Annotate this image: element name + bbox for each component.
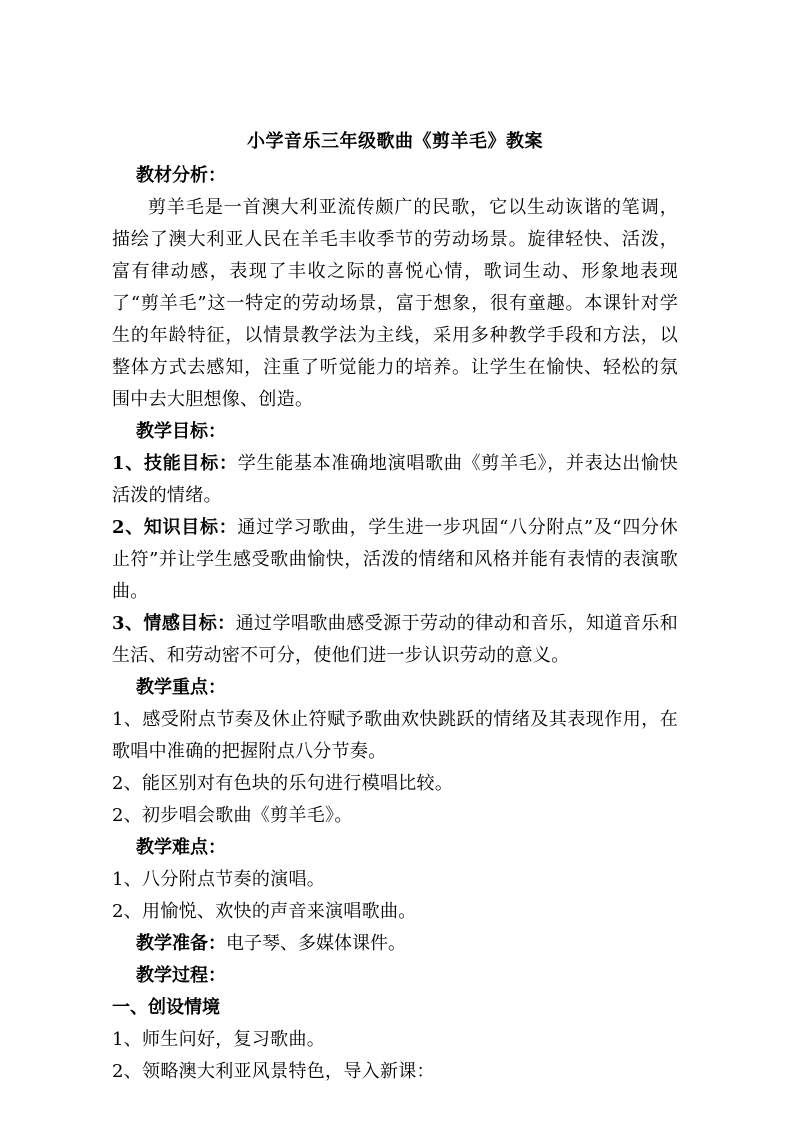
goal-item-knowledge: [112, 512, 678, 608]
process-item: 2、领略澳大利亚风景特色，导入新课：: [112, 1061, 435, 1082]
goal-item-emotion: [112, 608, 678, 672]
analysis-text: 剪羊毛是一首澳大利亚流传颇广的民歌，它以生动诙谐的笔调，描绘了澳大利亚人民在羊毛丰收季节的劳动场景。旋律轻快、活泼，富有律动感，表现了丰收之际的喜悦心情，歌词生动、形象地表现了“剪羊毛”这一特定的劳动场景，富于想象，很有童趣。本课针对学生的年龄特征，以情景教学法为主线，采用多种教学手段和方法，以整体方式去感知，注重了听觉能力的培养。让学生在愉快、轻松的氛围中去大胆想像、创造。: [112, 197, 678, 410]
key-point-item: 2、初步唱会歌曲《剪羊毛》。: [112, 805, 353, 826]
analysis-heading: 教材分析：: [136, 165, 226, 186]
difficulty-item: 1、八分附点节奏的演唱。: [112, 869, 326, 890]
key-point-item: 1、感受附点节奏及休止符赋予歌曲欢快跳跃的情绪及其表现作用，在歌唱中准确的把握附点八分节奏。: [112, 709, 678, 762]
difficulty-item: 2、用愉悦、欢快的声音来演唱歌曲。: [112, 901, 417, 922]
preparation-heading: 教学准备：: [136, 933, 226, 954]
preparation-text: 电子琴、多媒体课件。: [226, 933, 406, 954]
preparation-line: [112, 928, 678, 960]
process-section-title: 一、创设情境: [112, 997, 220, 1018]
goal-label: 2、知识目标：: [112, 517, 238, 538]
difficulties-heading: 教学难点：: [136, 837, 226, 858]
key-point-item: 2、能区别对有色块的乐句进行模唱比较。: [112, 773, 454, 794]
goal-text: 通过学唱歌曲感受源于劳动的律动和音乐，知道音乐和生活、和劳动密不可分，使他们进一步认识劳动的意义。: [112, 613, 679, 666]
goal-label: 1、技能目标：: [112, 453, 238, 474]
document-page: [112, 128, 678, 1088]
goal-label: 3、情感目标：: [112, 613, 236, 634]
goal-text: 通过学习歌曲，学生进一步巩固“八分附点”及“四分休止符”并让学生感受歌曲愉快，活泼的情绪和风格并能有表情的表演歌曲。: [112, 517, 679, 602]
document-title: 小学音乐三年级歌曲《剪羊毛》教案: [247, 131, 543, 152]
goal-text: 学生能基本准确地演唱歌曲《剪羊毛》，并表达出愉快活泼的情绪。: [112, 453, 678, 506]
goal-item-skill: [112, 448, 678, 512]
process-item: 1、师生问好，复习歌曲。: [112, 1029, 326, 1050]
process-heading: 教学过程：: [136, 965, 226, 986]
goals-heading: 教学目标：: [136, 421, 226, 442]
key-points-heading: 教学重点：: [136, 677, 226, 698]
